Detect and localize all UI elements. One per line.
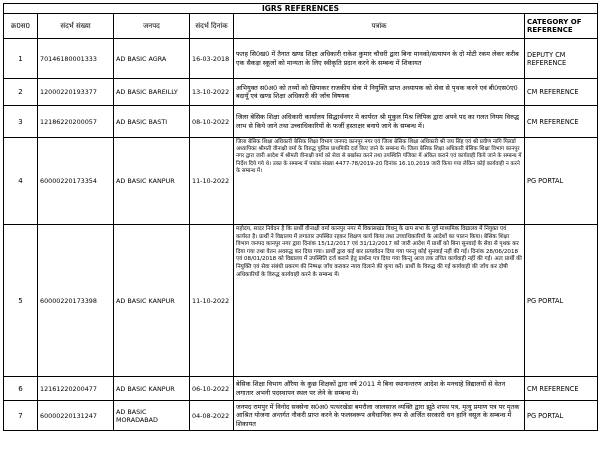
row-category: CM REFERENCE <box>525 79 598 106</box>
row-reference-number: 12000220193377 <box>38 79 114 106</box>
row-category: PG PORTAL <box>525 138 598 225</box>
row-subject: महोदय, सादर निवेदन है कि प्रार्थी वीनाक्षी वर्मा कानपुर नगर में विकासखंड विधनू के ग्राम सभा के पूर्व माध्यमिक विद्यालय में नियुक्त एवं कार्यरत है। प्रार्थी ने विद्यालय में लगातार उपस्थित रहकर शिक्षण कार्य किया तथा उच्चाधिकारियों के आदेशों का पालन किया। बेसिक शिक्षा विभाग जनपद कानपुर नगर द्वारा दिनांक 15/12/2017 एवं 31/12/2017 को जारी आदेश में प्रार्थी को बिना सुनवाई के सेवा से पृथक कर दिया गया तथा वेतन अवरुद्ध कर दिया गया। प्रार्थी द्वारा कई बार प्रत्यावेदन दिया गया परन्तु कोई सुनवाई नहीं की गई। दिनांक 28/06/2018 एवं 08/01/2018 को विद्यालय में उपस्थिति दर्ज कराने हेतु प्रार्थना पत्र दिया गया किन्तु आज तक उचित कार्यवाही नहीं की गई। अतः प्रार्थी की नियुक्ति एवं सेवा संबंधी प्रकरण की निष्पक्ष जाँच कराकर न्याय दिलाने की कृपा करें। प्रार्थी के विरुद्ध की गई कार्यवाही की जाँच कर दोषी अधिकारियों के विरुद्ध कार्यवाही करने के सम्बन्ध में। <box>234 225 525 377</box>
row-reference-number: 12186220200057 <box>38 106 114 138</box>
row-district: AD BASIC BASTI <box>114 106 190 138</box>
table-row <box>4 138 598 225</box>
table-row <box>4 225 598 377</box>
row-category: PG PORTAL <box>525 401 598 431</box>
row-category: DEPUTY CM REFERENCE <box>525 39 598 79</box>
row-subject: जनपद रामपुर में विनोद सक्सेना स0अ0 पत्थरखेडा बमरौला जालसाज व्यक्ति द्वारा झूठे शपथ पत्र, मृत्यु प्रमाण पत्र पर मृतक आश्रित योजना अन्तर्गत नौकरी प्राप्त करने के फलस्वरूप अवैधानिक रूप से अर्जित सरकारी धन हानि वसूल के सम्बन्ध में शिकायत <box>234 401 525 431</box>
row-sno: 6 <box>4 377 38 401</box>
row-subject: बेसिक शिक्षा विभाग औरैया के कुछ शिक्षकों द्वारा वर्ष 2011 मे बिना स्थानान्तरण आदेश के मनचाहे विद्यालयों से वेतन लगातार अभनी पदस्थापन स्थल पर लेने के सम्बन्ध मे। <box>234 377 525 401</box>
row-district: AD BASIC KANPUR <box>114 225 190 377</box>
row-date: 16-03-2018 <box>190 39 234 79</box>
row-date: 13-10-2022 <box>190 79 234 106</box>
table-row <box>4 401 598 431</box>
row-sno: 3 <box>4 106 38 138</box>
header-reference-date: संदर्भ दिनांक <box>190 14 234 39</box>
row-date: 04-08-2022 <box>190 401 234 431</box>
row-reference-number: 70146180001333 <box>38 39 114 79</box>
row-district: AD BASIC AGRA <box>114 39 190 79</box>
header-subject: पत्रांक <box>234 14 525 39</box>
row-district: AD BASIC KANPUR <box>114 377 190 401</box>
table-row <box>4 39 598 79</box>
header-row <box>4 14 598 39</box>
row-district: AD BASIC BAREILLY <box>114 79 190 106</box>
igrs-references-table <box>3 3 598 431</box>
row-date: 08-10-2022 <box>190 106 234 138</box>
row-reference-number: 12161220200477 <box>38 377 114 401</box>
row-category: CM REFERENCE <box>525 377 598 401</box>
row-date: 11-10-2022 <box>190 138 234 225</box>
row-date: 06-10-2022 <box>190 377 234 401</box>
row-sno: 7 <box>4 401 38 431</box>
row-reference-number: 60000220131247 <box>38 401 114 431</box>
row-subject: अभियुक्त स0अ0 को तथ्यों को छिपाकर राजकीय सेवा मे नियुक्ति प्राप्त अध्यापक को सेवा से पृथक करने एवं बी0एस0ए0 बदायूँ एवं खण्ड शिक्षा अधिकारी की जाँच विषयक <box>234 79 525 106</box>
row-sno: 2 <box>4 79 38 106</box>
title-row <box>4 4 598 14</box>
header-reference-number: संदर्भ संख्या <box>38 14 114 39</box>
table-title: IGRS REFERENCES <box>4 4 598 14</box>
row-date: 11-10-2022 <box>190 225 234 377</box>
header-district: जनपद <box>114 14 190 39</box>
table-row <box>4 106 598 138</box>
row-sno: 4 <box>4 138 38 225</box>
row-category: PG PORTAL <box>525 225 598 377</box>
header-category: CATEGORY OF REFERENCE <box>525 14 598 39</box>
header-sno: क्र0स0 <box>4 14 38 39</box>
row-reference-number: 60000220173354 <box>38 138 114 225</box>
row-subject: फतह सि0ख0 में तैनात खण्ड शिक्षा अधिकारी राकेश कुमार चौधरी द्वारा बिना मानको/सत्यापन के दो मोटी रकम लेकर करीब एक सैकड़ा स्कूलों को मान्यता के लिए स्वीकृति प्रदान करने के सम्बन्ध में शिकायत <box>234 39 525 79</box>
row-district: AD BASIC MORADABAD <box>114 401 190 431</box>
table-row <box>4 377 598 401</box>
table-row <box>4 79 598 106</box>
row-reference-number: 60000220173398 <box>38 225 114 377</box>
row-subject: जिला बेसिक शिक्षा अधिकारी बेसिक शिक्षा विभाग जनपद कानपुर नगर एवं जिला बेसिक शिक्षा अधिकारी श्री जय सिंह एवं श्री प्रवीण नागि पिलर्डा अध्यापिका श्रीमती वीनाक्षी वर्मा के विरुद्ध पुलिस प्राथमिकी दर्ज किए जाने के सम्बन्ध में। जिला बेसिक शिक्षा अधिकारी बेसिक शिक्षा विभाग कानपुर नगर द्वारा जारी आदेश में श्रीमती वीनाक्षी वर्मा को सेवा से बर्खास्त करने तथा उपस्थिति पंजिका में अंकित कराने एवं कार्यवाही किये जाने के सम्बन्ध में निर्देश दिये गये थे। उक्त के सम्बन्ध में पत्रांक संख्या 4477-78/2019-20 दिनांक 16.10.2019 जारी किया गया लेकिन कोई कार्यवाही न करने के सम्बन्ध में। <box>234 138 525 225</box>
row-subject: जिला बेसिक शिक्षा अधिकारी कार्यालय सिद्धार्थनगर मे कार्यरत श्री मुकुल मिश्र लिपिक द्वारा अपने पद का गलत नियम विरुद्ध लाभ से किये जाने तथा उच्चाधिकारियों के फर्जी हस्ताक्षर बनाये जाने के सम्बन्ध में। <box>234 106 525 138</box>
row-district: AD BASIC KANPUR <box>114 138 190 225</box>
row-sno: 1 <box>4 39 38 79</box>
row-category: CM REFERENCE <box>525 106 598 138</box>
row-sno: 5 <box>4 225 38 377</box>
